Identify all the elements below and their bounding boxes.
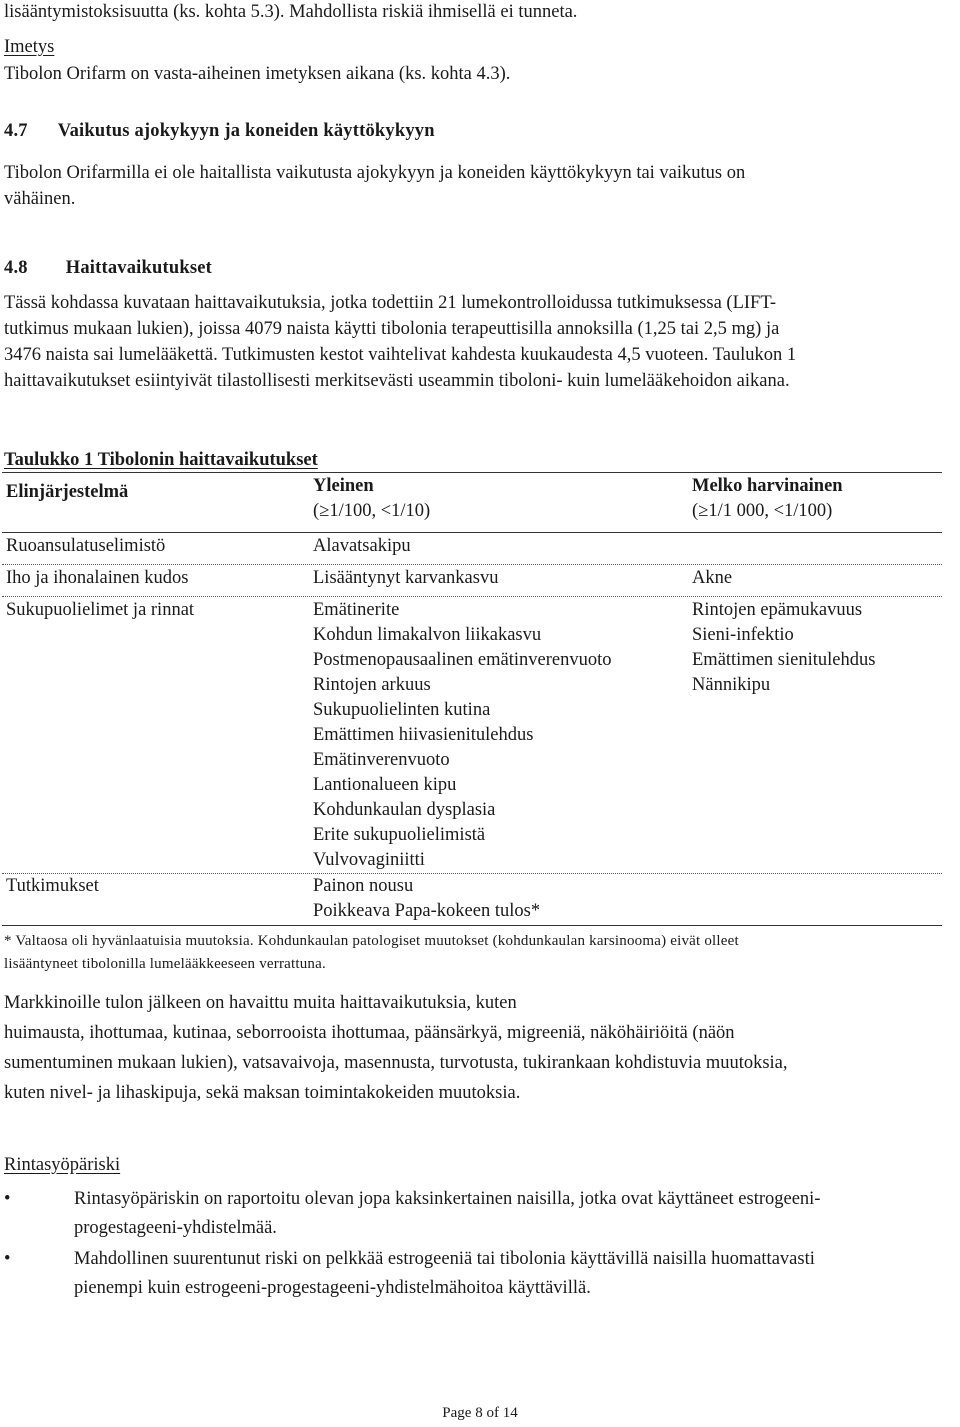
cell-text: Poikkeava Papa-kokeen tulos* bbox=[313, 901, 541, 921]
cell-text: Tutkimukset bbox=[6, 876, 99, 896]
paragraph-line: Tässä kohdassa kuvataan haittavaikutuksia, jotka todettiin 21 lumekontrolloidussa tutkimuksessa (LIFT- bbox=[4, 293, 777, 313]
cell-text: Sukupuolielinten kutina bbox=[313, 700, 491, 720]
table-row-organ bbox=[6, 874, 99, 899]
header-col3-label: Melko harvinainen bbox=[692, 476, 843, 496]
cell-text: Kohdun limakalvon liikakasvu bbox=[313, 625, 542, 645]
header-col2-label: Yleinen bbox=[313, 476, 374, 496]
table-row-common bbox=[313, 566, 498, 591]
section-title: Vaikutus ajokykyyn ja koneiden käyttökykyyn bbox=[57, 121, 435, 141]
cell-text: Emätinerite bbox=[313, 600, 400, 620]
cell-text: Akne bbox=[692, 568, 733, 588]
section-4-7-heading bbox=[4, 121, 435, 142]
cell-text: Painon nousu bbox=[313, 876, 414, 896]
cell-text: Postmenopausaalinen emätinverenvuoto bbox=[313, 650, 612, 670]
cell-text: Sukupuolielimet ja rinnat bbox=[6, 600, 195, 620]
page-number: Page 8 of 14 bbox=[442, 1405, 518, 1421]
list-item-line: Rintasyöpäriskin on raportoitu olevan jopa kaksinkertainen naisilla, jotka ovat käyttäneet estrogeeni- bbox=[74, 1189, 821, 1209]
cell-text: Rintojen epämukavuus bbox=[692, 600, 863, 620]
paragraph-line: tutkimus mukaan lukien), joissa 4079 naista käytti tibolonia terapeuttisilla annoksilla (1,25 tai 2,5 mg) ja bbox=[4, 319, 780, 339]
table-footnote bbox=[4, 930, 954, 976]
header-col1-label: Elinjärjestelmä bbox=[6, 482, 129, 502]
lactation-text: Tibolon Orifarm on vasta-aiheinen imetyksen aikana (ks. kohta 4.3). bbox=[4, 64, 511, 84]
list-item-line: Mahdollinen suurentunut riski on pelkkää estrogeeniä tai tibolonia käyttävillä naisilla huomattavasti bbox=[74, 1249, 815, 1269]
section-4-8-heading bbox=[4, 258, 212, 279]
section-4-7-text bbox=[4, 160, 954, 212]
header-uncommon bbox=[692, 474, 843, 524]
cell-text: Ruoansulatuselimistö bbox=[6, 536, 166, 556]
breast-cancer-heading: Rintasyöpäriski bbox=[4, 1155, 121, 1175]
cell-text: Emättimen sienitulehdus bbox=[692, 650, 876, 670]
header-organ-system bbox=[6, 480, 128, 505]
table-top-rule bbox=[2, 472, 942, 473]
section-number: 4.7 bbox=[4, 121, 28, 141]
paragraph-line: sumentuminen mukaan lukien), vatsavaivoja, masennusta, turvotusta, tukirankaan kohdistuvia muutoksia, bbox=[4, 1053, 788, 1073]
cell-text: Nännikipu bbox=[692, 675, 771, 695]
paragraph-line: huimausta, ihottumaa, kutinaa, seborrooista ihottumaa, päänsärkyä, migreeniä, näköhäiriöitä (näön bbox=[4, 1023, 735, 1043]
intro-line: lisääntymistoksisuutta (ks. kohta 5.3). Mahdollista riskiä ihmisellä ei tunneta. bbox=[4, 2, 578, 22]
table-row-uncommon bbox=[692, 598, 875, 698]
paragraph-line: haittavaikutukset esiintyivät tilastollisesti merkitsevästi useammin tiboloni- kuin lumelääkehoidon aikana. bbox=[4, 371, 790, 391]
section-number: 4.8 bbox=[4, 258, 28, 278]
cell-text: Vulvovaginiitti bbox=[313, 850, 425, 870]
table-header-rule bbox=[2, 532, 942, 533]
table-row-common bbox=[313, 598, 612, 873]
table-row-organ bbox=[6, 566, 188, 591]
table-row-common bbox=[313, 534, 411, 559]
cell-text: Iho ja ihonalainen kudos bbox=[6, 568, 189, 588]
table-title: Taulukko 1 Tibolonin haittavaikutukset bbox=[4, 450, 318, 470]
table-bottom-rule bbox=[2, 925, 942, 926]
cell-text: Sieni-infektio bbox=[692, 625, 794, 645]
footnote-line: * Valtaosa oli hyvänlaatuisia muutoksia. Kohdunkaulan patologiset muutokset (kohdunkaulan karsinooma) eivät olleet bbox=[4, 933, 739, 949]
section-4-8-text bbox=[4, 290, 954, 394]
cell-text: Emättimen hiivasienitulehdus bbox=[313, 725, 534, 745]
section-title: Haittavaikutukset bbox=[65, 258, 213, 278]
list-item-line: pienempi kuin estrogeeni-progestageeni-yhdistelmähoitoa käyttävillä. bbox=[74, 1278, 591, 1298]
bullet-icon: • bbox=[4, 1189, 11, 1209]
table-row-uncommon bbox=[692, 566, 732, 591]
paragraph-line: Tibolon Orifarmilla ei ole haitallista vaikutusta ajokykyyn ja koneiden käyttökykyyn tai vaikutus on bbox=[4, 163, 746, 183]
paragraph-line: Markkinoille tulon jälkeen on havaittu muita haittavaikutuksia, kuten bbox=[4, 993, 517, 1013]
table-row-organ bbox=[6, 534, 165, 559]
header-col3-frequency: (≥1/1 000, <1/100) bbox=[692, 501, 833, 521]
row-divider bbox=[2, 564, 942, 565]
cell-text: Lisääntynyt karvankasvu bbox=[313, 568, 499, 588]
footnote-line: lisääntyneet tibolonilla lumelääkkeeseen verrattuna. bbox=[4, 956, 326, 972]
table-row-common bbox=[313, 874, 540, 924]
row-divider bbox=[2, 596, 942, 597]
header-common bbox=[313, 474, 430, 524]
cell-text: Rintojen arkuus bbox=[313, 675, 431, 695]
lactation-heading: Imetys bbox=[4, 37, 55, 57]
bullet-icon: • bbox=[4, 1249, 11, 1269]
cell-text: Erite sukupuolielimistä bbox=[313, 825, 486, 845]
header-col2-frequency: (≥1/100, <1/10) bbox=[313, 501, 431, 521]
cell-text: Kohdunkaulan dysplasia bbox=[313, 800, 496, 820]
paragraph-line: kuten nivel- ja lihaskipuja, sekä maksan toimintakokeiden muutoksia. bbox=[4, 1083, 521, 1103]
paragraph-line: vähäinen. bbox=[4, 189, 76, 209]
cell-text: Lantionalueen kipu bbox=[313, 775, 457, 795]
cell-text: Alavatsakipu bbox=[313, 536, 411, 556]
postmarketing-text bbox=[4, 988, 954, 1108]
table-row-organ bbox=[6, 598, 194, 623]
cell-text: Emätinverenvuoto bbox=[313, 750, 450, 770]
paragraph-line: 3476 naista sai lumelääkettä. Tutkimusten kestot vaihtelivat kahdesta kuukaudesta 4,5 vuoteen. Taulukon 1 bbox=[4, 345, 797, 365]
list-item-line: progestageeni-yhdistelmää. bbox=[74, 1218, 277, 1238]
